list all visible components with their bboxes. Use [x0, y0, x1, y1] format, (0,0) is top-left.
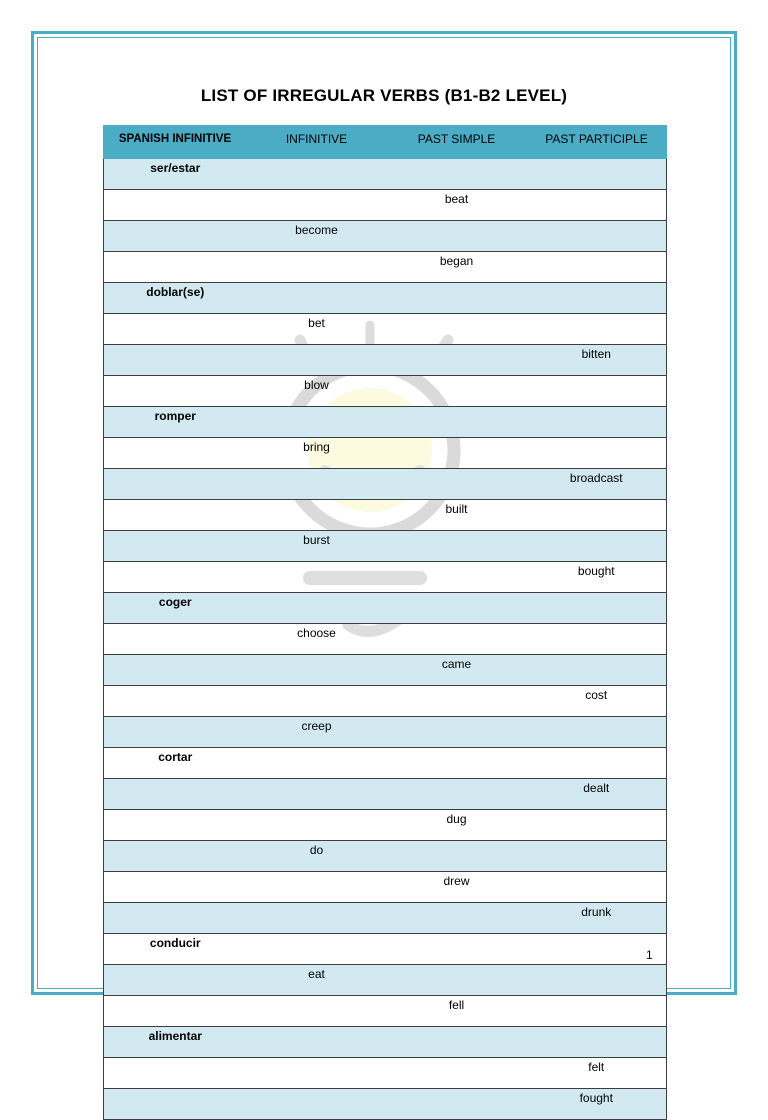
cell-past-simple	[387, 1027, 527, 1058]
cell-spanish-infinitive	[104, 314, 247, 345]
table-row	[104, 965, 667, 996]
cell-past-participle	[527, 810, 667, 841]
header-past-simple: PAST SIMPLE	[387, 126, 527, 159]
table-row	[104, 159, 667, 190]
cell-spanish-infinitive	[104, 903, 247, 934]
cell-spanish-infinitive	[104, 500, 247, 531]
cell-past-participle	[527, 965, 667, 996]
cell-past-simple	[387, 221, 527, 252]
cell-spanish-infinitive	[104, 531, 247, 562]
table-row	[104, 872, 667, 903]
cell-spanish-infinitive	[104, 996, 247, 1027]
cell-infinitive	[247, 903, 387, 934]
cell-past-participle	[527, 1027, 667, 1058]
table-row	[104, 531, 667, 562]
cell-infinitive	[247, 469, 387, 500]
cell-past-simple	[387, 469, 527, 500]
cell-past-simple	[387, 407, 527, 438]
cell-past-simple: dug	[387, 810, 527, 841]
cell-spanish-infinitive	[104, 655, 247, 686]
cell-past-simple	[387, 903, 527, 934]
table-row	[104, 903, 667, 934]
cell-past-participle: bitten	[527, 345, 667, 376]
cell-spanish-infinitive: ser/estar	[104, 159, 247, 190]
cell-spanish-infinitive	[104, 872, 247, 903]
cell-spanish-infinitive	[104, 221, 247, 252]
cell-infinitive	[247, 1058, 387, 1089]
cell-infinitive	[247, 345, 387, 376]
cell-past-simple	[387, 1089, 527, 1120]
cell-past-participle: felt	[527, 1058, 667, 1089]
cell-spanish-infinitive	[104, 562, 247, 593]
cell-past-participle	[527, 841, 667, 872]
cell-past-simple	[387, 686, 527, 717]
cell-past-simple: came	[387, 655, 527, 686]
table-row	[104, 500, 667, 531]
table-row	[104, 438, 667, 469]
table-row	[104, 1089, 667, 1120]
cell-spanish-infinitive	[104, 345, 247, 376]
cell-past-simple	[387, 624, 527, 655]
cell-infinitive	[247, 562, 387, 593]
cell-past-participle	[527, 500, 667, 531]
cell-spanish-infinitive	[104, 190, 247, 221]
cell-past-participle: cost	[527, 686, 667, 717]
cell-past-participle	[527, 314, 667, 345]
cell-spanish-infinitive	[104, 469, 247, 500]
cell-past-simple	[387, 283, 527, 314]
cell-infinitive	[247, 934, 387, 965]
cell-past-simple	[387, 934, 527, 965]
cell-past-participle: fought	[527, 1089, 667, 1120]
cell-infinitive: creep	[247, 717, 387, 748]
cell-spanish-infinitive: cortar	[104, 748, 247, 779]
table-row	[104, 1027, 667, 1058]
cell-infinitive	[247, 283, 387, 314]
cell-past-participle: broadcast	[527, 469, 667, 500]
cell-past-simple	[387, 562, 527, 593]
header-infinitive: INFINITIVE	[247, 126, 387, 159]
cell-spanish-infinitive	[104, 376, 247, 407]
cell-infinitive: choose	[247, 624, 387, 655]
cell-infinitive	[247, 159, 387, 190]
header-spanish-infinitive: SPANISH INFINITIVE	[104, 126, 247, 159]
cell-infinitive	[247, 748, 387, 779]
cell-past-participle	[527, 376, 667, 407]
cell-past-simple: beat	[387, 190, 527, 221]
cell-spanish-infinitive	[104, 841, 247, 872]
cell-past-simple: began	[387, 252, 527, 283]
cell-spanish-infinitive	[104, 252, 247, 283]
cell-infinitive: bet	[247, 314, 387, 345]
table-header-row	[104, 126, 667, 159]
cell-infinitive	[247, 252, 387, 283]
cell-infinitive: burst	[247, 531, 387, 562]
cell-spanish-infinitive	[104, 624, 247, 655]
cell-past-simple	[387, 779, 527, 810]
cell-past-simple	[387, 748, 527, 779]
cell-spanish-infinitive: doblar(se)	[104, 283, 247, 314]
cell-infinitive: blow	[247, 376, 387, 407]
cell-infinitive: do	[247, 841, 387, 872]
table-row	[104, 624, 667, 655]
table-row	[104, 562, 667, 593]
table-body	[104, 159, 667, 1120]
cell-infinitive: eat	[247, 965, 387, 996]
cell-past-participle	[527, 283, 667, 314]
cell-spanish-infinitive	[104, 965, 247, 996]
cell-spanish-infinitive: coger	[104, 593, 247, 624]
cell-spanish-infinitive	[104, 1089, 247, 1120]
cell-infinitive	[247, 500, 387, 531]
irregular-verbs-table	[103, 125, 667, 1120]
cell-spanish-infinitive: romper	[104, 407, 247, 438]
cell-past-participle: dealt	[527, 779, 667, 810]
cell-spanish-infinitive	[104, 1058, 247, 1089]
cell-infinitive	[247, 1027, 387, 1058]
cell-past-simple	[387, 159, 527, 190]
table-row	[104, 190, 667, 221]
cell-infinitive	[247, 190, 387, 221]
table-row	[104, 376, 667, 407]
cell-infinitive	[247, 996, 387, 1027]
table-row	[104, 996, 667, 1027]
cell-spanish-infinitive	[104, 438, 247, 469]
cell-past-participle	[527, 593, 667, 624]
cell-past-simple	[387, 593, 527, 624]
cell-past-participle	[527, 407, 667, 438]
table-row	[104, 934, 667, 965]
cell-spanish-infinitive	[104, 779, 247, 810]
cell-infinitive	[247, 779, 387, 810]
table-row	[104, 655, 667, 686]
table-row	[104, 314, 667, 345]
cell-infinitive	[247, 810, 387, 841]
table-row	[104, 779, 667, 810]
table-row	[104, 1058, 667, 1089]
table-row	[104, 221, 667, 252]
cell-past-simple	[387, 314, 527, 345]
header-past-participle: PAST PARTICIPLE	[527, 126, 667, 159]
table-row	[104, 810, 667, 841]
cell-spanish-infinitive	[104, 717, 247, 748]
cell-past-participle	[527, 717, 667, 748]
cell-spanish-infinitive	[104, 810, 247, 841]
cell-past-participle	[527, 438, 667, 469]
cell-past-simple	[387, 376, 527, 407]
cell-past-participle	[527, 624, 667, 655]
cell-past-simple	[387, 965, 527, 996]
cell-past-participle: drunk	[527, 903, 667, 934]
cell-spanish-infinitive: conducir	[104, 934, 247, 965]
table-row	[104, 841, 667, 872]
cell-past-simple: built	[387, 500, 527, 531]
cell-infinitive: become	[247, 221, 387, 252]
cell-past-simple	[387, 438, 527, 469]
cell-past-simple: fell	[387, 996, 527, 1027]
cell-spanish-infinitive: alimentar	[104, 1027, 247, 1058]
cell-past-participle	[527, 655, 667, 686]
cell-infinitive	[247, 655, 387, 686]
cell-past-simple	[387, 841, 527, 872]
cell-past-participle	[527, 531, 667, 562]
cell-past-participle	[527, 190, 667, 221]
cell-past-participle	[527, 872, 667, 903]
cell-past-simple	[387, 345, 527, 376]
page-title: LIST OF IRREGULAR VERBS (B1-B2 LEVEL)	[200, 86, 568, 105]
cell-past-participle	[527, 252, 667, 283]
cell-past-participle	[527, 221, 667, 252]
table-row	[104, 748, 667, 779]
cell-infinitive: bring	[247, 438, 387, 469]
table-row	[104, 407, 667, 438]
cell-past-participle	[527, 159, 667, 190]
cell-past-simple	[387, 1058, 527, 1089]
table-row	[104, 252, 667, 283]
cell-infinitive	[247, 1089, 387, 1120]
page-number: 1	[646, 948, 653, 962]
cell-infinitive	[247, 407, 387, 438]
cell-past-simple: drew	[387, 872, 527, 903]
table-row	[104, 717, 667, 748]
cell-spanish-infinitive	[104, 686, 247, 717]
cell-infinitive	[247, 593, 387, 624]
table-row	[104, 345, 667, 376]
cell-past-participle: bought	[527, 562, 667, 593]
cell-past-participle	[527, 748, 667, 779]
cell-past-simple	[387, 531, 527, 562]
table-row	[104, 469, 667, 500]
table-row	[104, 686, 667, 717]
cell-past-participle	[527, 996, 667, 1027]
cell-past-simple	[387, 717, 527, 748]
cell-infinitive	[247, 872, 387, 903]
table-row	[104, 283, 667, 314]
table-row	[104, 593, 667, 624]
cell-infinitive	[247, 686, 387, 717]
